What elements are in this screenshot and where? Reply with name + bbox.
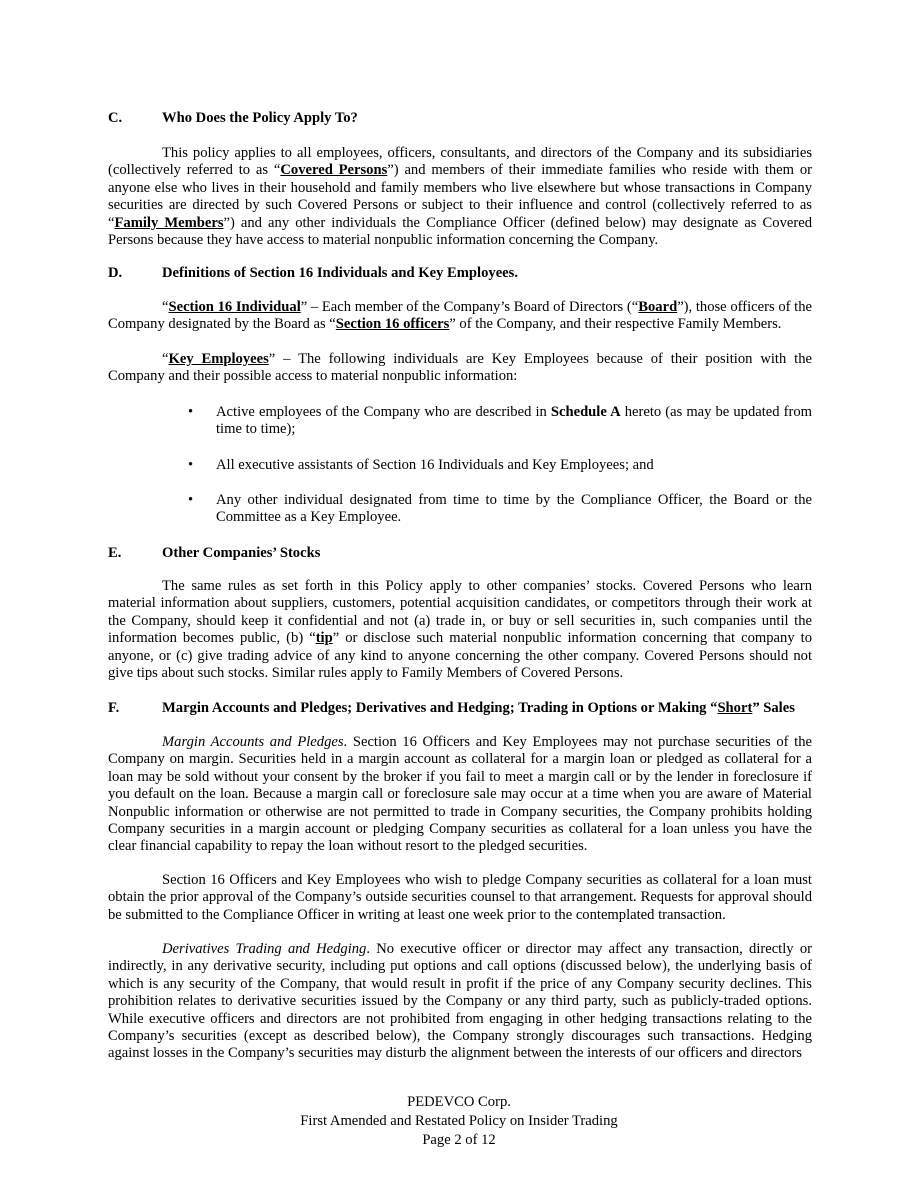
page-footer (0, 1094, 918, 1151)
term-board: Board (638, 299, 678, 315)
text-run: “ (162, 299, 169, 315)
section-f-letter: F. (108, 700, 120, 716)
subheading-margin-accounts: Margin Accounts and Pledges (162, 734, 344, 750)
section-d-letter: D. (108, 265, 123, 281)
term-short: Short (717, 700, 753, 716)
section-e-title: Other Companies’ Stocks (162, 545, 321, 561)
text-run: . Section 16 Officers and Key Employees may not purchase securities of the Company on margin. Securities held in a margin account as collateral for a margin loan or pledged as collateral for a loan may be sold without your consent by the broker if you fail to meet a margin call or by the lender in foreclosure if you default on the loan. Because a margin call or foreclosure sale may occur at a time when you are aware of Material Nonpublic information or otherwise are not permitted to trade in Company securities, the Company prohibits holding Company securities in a margin account or pledging Company securities as collateral for a loan unless you have the clear financial capability to repay the loan without resort to the pledged securities. (108, 734, 812, 855)
bullet-text (216, 492, 812, 527)
section-c-paragraph (108, 145, 812, 249)
bullet-icon: • (188, 492, 194, 508)
schedule-a-term: Schedule A (550, 404, 621, 420)
section-e-letter: E. (108, 545, 122, 561)
section-f-paragraph-1 (108, 734, 812, 856)
text-run: ” – The following individuals are Key Employees because of their position with the Company and their possible access to material nonpublic information: (108, 351, 812, 385)
bullet-text (216, 404, 812, 439)
text-run: “ (162, 351, 169, 367)
text-run: The same rules as set forth in this Policy apply to other companies’ stocks. Covered Persons who learn material information about suppliers, customers, potential acquisition candidates, or competitors through their work at the Company, should keep it confidential and not (a) trade in, or buy or sell securities in, such companies until the information becomes public, (b) “ (108, 578, 812, 647)
term-family-members: Family Members (114, 214, 224, 231)
section-e-heading (108, 545, 320, 562)
text-run: ” of the Company, and their respective Family Members. (449, 316, 782, 333)
section-d-title: Definitions of Section 16 Individuals and Key Employees. (162, 265, 518, 281)
section-f-title-end: ” Sales (752, 700, 795, 716)
term-key-employees: Key Employees (168, 351, 269, 367)
text-run: ”) and any other individuals the Compliance Officer (defined below) may designate as Covered Persons because they have access to material nonpublic information concerning the Company. (108, 214, 812, 249)
section-c-title: Who Does the Policy Apply To? (162, 110, 358, 126)
bullet-icon: • (188, 404, 194, 420)
section-c-letter: C. (108, 110, 123, 126)
text-run: ” – Each member of the Company’s Board of Directors (“ (300, 299, 639, 315)
section-c-heading (108, 110, 358, 127)
section-f-title: Margin Accounts and Pledges; Derivatives and Hedging; Trading in Options or Making “ (162, 700, 718, 716)
text-run: Section 16 Officers and Key Employees who wish to pledge Company securities as collateral for a loan must obtain the prior approval of the Company’s outside securities counsel to that arrangement. Requests for approval should be submitted to the Compliance Officer in writing at least one week prior to the contemplated transaction. (108, 872, 812, 923)
text-run: Active employees of the Company who are described in (216, 404, 551, 420)
footer-page-number: Page 2 of 12 (422, 1132, 496, 1148)
text-run: ”), those officers of the Company designated by the Board as “ (108, 299, 812, 333)
text-run: hereto (as may be updated from time to time); (216, 404, 812, 438)
text-run: This policy applies to all employees, officers, consultants, and directors of the Company and its subsidiaries (collectively referred to as “ (108, 145, 812, 179)
section-f-paragraph-3 (108, 941, 812, 1063)
section-f-heading (108, 700, 795, 717)
section-d-paragraph-2 (108, 351, 812, 386)
section-e-paragraph (108, 578, 812, 682)
bullet-icon: • (188, 457, 194, 473)
section-d-heading (108, 265, 518, 282)
footer-company: PEDEVCO Corp. (407, 1094, 511, 1110)
text-run: Any other individual designated from time to time by the Compliance Officer, the Board or the Committee as a Key Employee. (216, 492, 812, 526)
text-run: All executive assistants of Section 16 Individuals and Key Employees; and (216, 457, 654, 473)
text-run: . No executive officer or director may affect any transaction, directly or indirectly, in any derivative security, including put options and call options (discussed below), the underlying basis of which is any security of the Company, that would result in profit if the price of any Company security declines. This prohibition relates to derivative securities issued by the Company or any third party, such as publicly-traded options. While executive officers and directors are not prohibited from engaging in other hedging transactions relating to the Company’s securities (except as described below), the Company strongly discourages such transactions. Hedging against losses in the Company’s securities may disturb the alignment between the interests of our officers and directors (108, 941, 812, 1062)
term-tip: tip (315, 630, 333, 647)
section-f-paragraph-2 (108, 872, 812, 924)
term-section-16-officers: Section 16 officers (335, 316, 450, 333)
footer-document-title: First Amended and Restated Policy on Insider Trading (300, 1113, 618, 1129)
text-run: ”) and members of their immediate families who reside with them or anyone else who lives in their household and family members who live elsewhere but whose transactions in Company securities are directed by such Covered Persons or subject to their influence and control (collectively referred to as “ (108, 162, 812, 231)
subheading-derivatives: Derivatives Trading and Hedging (162, 941, 367, 957)
bullet-text (216, 457, 812, 474)
section-d-paragraph-1 (108, 299, 812, 334)
term-covered-persons: Covered Persons (280, 162, 388, 179)
text-run: ” or disclose such material nonpublic information concerning that company to anyone, or (c) give trading advice of any kind to anyone concerning the other company. Covered Persons should not give tips about such stocks. Similar rules apply to Family Members of Covered Persons. (108, 630, 813, 682)
term-section-16-individual: Section 16 Individual (168, 299, 301, 315)
